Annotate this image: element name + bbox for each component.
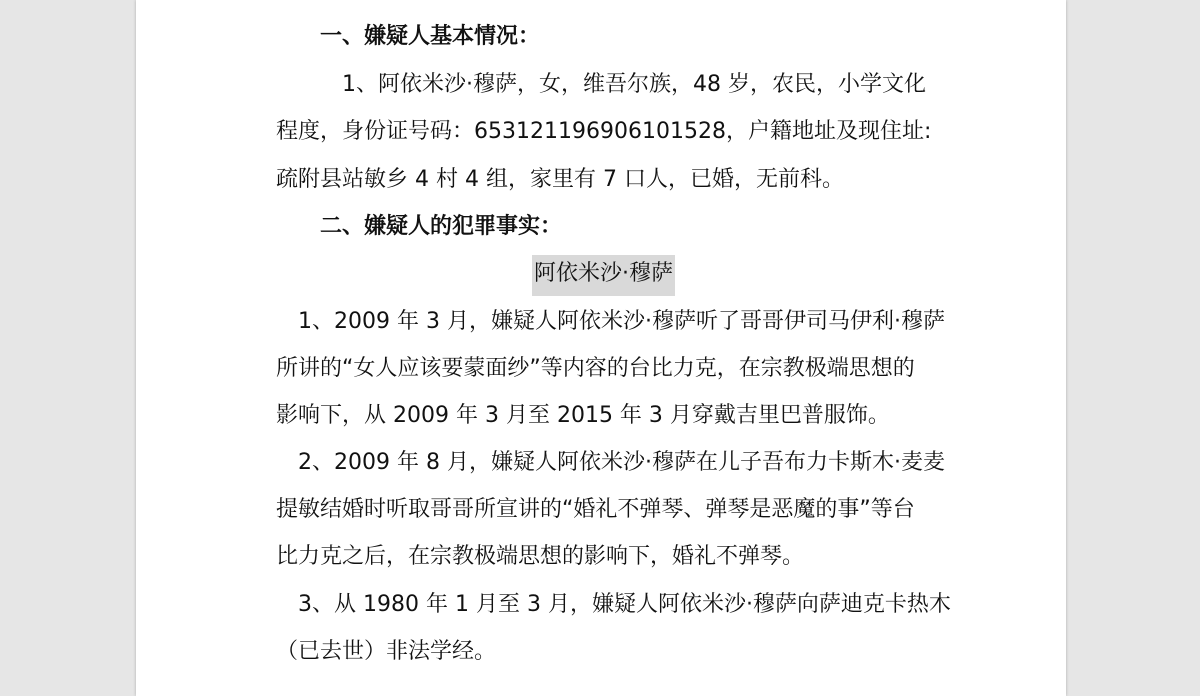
section1-line-2: 程度，身份证号码：653121196906101528，户籍地址及现住址: <box>276 119 932 144</box>
section2-line-4: 2、2009 年 8 月，嫌疑人阿依米沙·穆萨在儿子吾布力卡斯木·麦麦 <box>298 450 945 475</box>
section2-heading: 二、嫌疑人的犯罪事实： <box>320 214 563 239</box>
person-name-highlight <box>532 259 675 289</box>
section2-line-1: 1、2009 年 3 月，嫌疑人阿依米沙·穆萨听了哥哥伊司马伊利·穆萨 <box>298 309 945 334</box>
section2-line-6: 比力克之后，在宗教极端思想的影响下，婚礼不弹琴。 <box>276 544 805 569</box>
section2-line-7: 3、从 1980 年 1 月至 3 月，嫌疑人阿依米沙·穆萨向萨迪克卡热木 <box>298 592 951 617</box>
section2-line-8: （已去世）非法学经。 <box>276 639 497 664</box>
section1-line-1: 1、阿依米沙·穆萨，女，维吾尔族，48 岁，农民，小学文化 <box>342 72 926 97</box>
section2-line-5: 提敏结婚时听取哥哥所宣讲的“婚礼不弹琴、弹琴是恶魔的事”等台 <box>276 497 915 522</box>
highlighted-name: 阿依米沙·穆萨 <box>532 255 675 296</box>
section2-line-3: 影响下，从 2009 年 3 月至 2015 年 3 月穿戴吉里巴普服饰。 <box>276 403 890 428</box>
section1-heading: 一、嫌疑人基本情况： <box>320 24 541 49</box>
section2-line-2: 所讲的“女人应该要蒙面纱”等内容的台比力克，在宗教极端思想的 <box>276 356 915 381</box>
section1-line-3: 疏附县站敏乡 4 村 4 组，家里有 7 口人，已婚，无前科。 <box>276 167 844 192</box>
